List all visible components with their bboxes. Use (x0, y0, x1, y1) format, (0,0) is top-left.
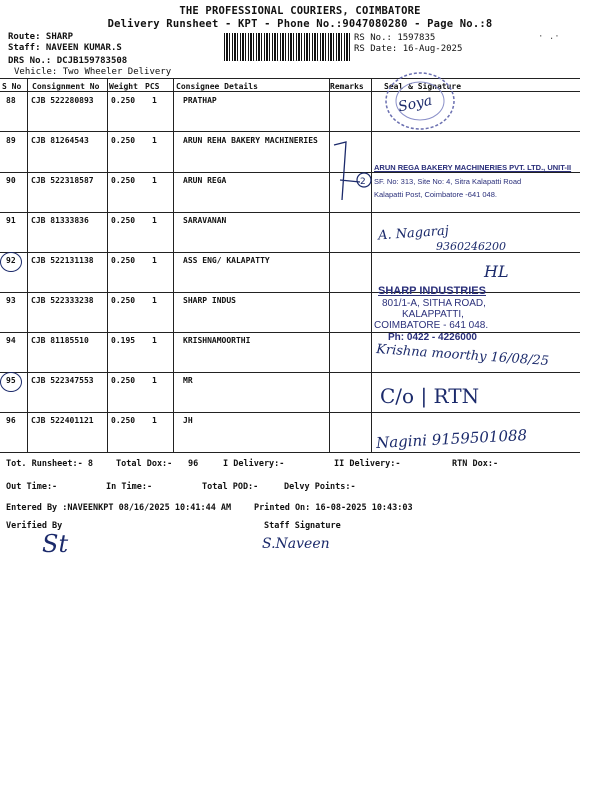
row88-signature: Soya (396, 92, 434, 116)
entered-by: Entered By :NAVEENKPT 08/16/2025 10:41:44 AM (6, 503, 232, 513)
route-label: Route: SHARP (8, 32, 74, 42)
drs-number: DRS No.: DCJB159783508 (8, 56, 128, 66)
sharp-stamp-line2: 801/1-A, SITHA ROAD, (382, 298, 486, 309)
row-divider (0, 172, 580, 173)
cell-weight: 0.250 (111, 256, 136, 265)
col-divider (107, 78, 108, 452)
cell-sno: 92 (6, 256, 16, 265)
table-bottom-border (0, 452, 580, 453)
row-divider (0, 332, 580, 333)
sharp-stamp-line5: Ph: 0422 - 4226000 (388, 332, 477, 343)
cell-sno: 91 (6, 216, 16, 225)
row-divider (0, 131, 580, 132)
total-runsheet: Tot. Runsheet:- 8 (6, 459, 93, 469)
printed-on: Printed On: 16-08-2025 10:43:03 (254, 503, 413, 513)
row-mark-circle (0, 252, 22, 272)
cell-weight: 0.250 (111, 136, 136, 145)
cell-consignment-no: CJB 81264543 (31, 136, 89, 145)
row91-phone: 9360246200 (436, 240, 506, 253)
remarks-bracket-mark (326, 140, 376, 210)
cell-consignee: PRATHAP (183, 96, 217, 105)
cell-weight: 0.250 (111, 376, 136, 385)
cell-consignee: JH (183, 416, 193, 425)
cell-weight: 0.250 (111, 416, 136, 425)
col-divider (329, 78, 330, 452)
rtn-dox: RTN Dox:- (452, 459, 499, 469)
scan-speck: · .· (538, 32, 560, 42)
staff-signature-label: Staff Signature (264, 521, 341, 531)
col-header-seal-signature: Seal & Signature (384, 82, 462, 91)
vehicle-label: Vehicle: Two Wheeler Delivery (14, 67, 172, 77)
svg-text:2: 2 (360, 177, 366, 187)
cell-weight: 0.195 (111, 336, 136, 345)
col-header-pcs: PCS (145, 82, 160, 91)
row-divider (0, 292, 580, 293)
cell-sno: 95 (6, 376, 16, 385)
row91-signature: A. Nagaraj (377, 223, 450, 244)
cell-consignee: ASS ENG/ KALAPATTY (183, 256, 270, 265)
col-header-remarks: Remarks (330, 82, 364, 91)
cell-sno: 88 (6, 96, 16, 105)
cell-consignment-no: CJB 81333836 (31, 216, 89, 225)
cell-consignment-no: CJB 522333238 (31, 296, 94, 305)
col-divider (27, 78, 28, 452)
table-header-border (0, 91, 580, 92)
sharp-stamp-line4: COIMBATORE - 641 048. (374, 320, 489, 331)
runsheet-subtitle: Delivery Runsheet - KPT - Phone No.:9047080280 - Page No.:8 (107, 18, 493, 30)
row-divider (0, 412, 580, 413)
row-divider (0, 212, 580, 213)
cell-consignment-no: CJB 522401121 (31, 416, 94, 425)
in-time: In Time:- (106, 482, 153, 492)
cell-pcs: 1 (152, 96, 157, 105)
cell-consignment-no: CJB 522347553 (31, 376, 94, 385)
col-header-consignee: Consignee Details (176, 82, 258, 91)
verified-signature: St (42, 530, 69, 558)
total-pod: Total POD:- (202, 482, 259, 492)
row96-signature: Nagini 9159501088 (375, 426, 528, 452)
cell-weight: 0.250 (111, 296, 136, 305)
cell-consignee: ARUN REHA BAKERY MACHINERIES (183, 136, 318, 145)
cell-sno: 89 (6, 136, 16, 145)
col-header-consignment: Consignment No (32, 82, 100, 91)
table-top-border (0, 78, 580, 79)
cell-consignment-no: CJB 522280893 (31, 96, 94, 105)
arun-rega-stamp-line2: SF. No: 313, Site No: 4, Sitra Kalapatti Road (374, 177, 522, 186)
i-delivery: I Delivery:- (223, 459, 285, 469)
cell-pcs: 1 (152, 296, 157, 305)
cell-consignee: MR (183, 376, 193, 385)
arun-rega-stamp-line3: Kalapatti Post, Coimbatore -641 048. (374, 190, 497, 199)
arun-rega-stamp-line1: ARUN REGA BAKERY MACHINERIES PVT. LTD., UNIT-II (374, 163, 572, 172)
row95-remark: C/o | RTN (380, 384, 480, 408)
staff-label: Staff: NAVEEN KUMAR.S (8, 43, 122, 53)
sharp-stamp-line3: KALAPPATTI, (402, 309, 464, 320)
rs-date: RS Date: 16-Aug-2025 (354, 44, 463, 54)
col-header-sno: S No (2, 82, 22, 91)
verified-by: Verified By (6, 521, 63, 531)
cell-weight: 0.250 (111, 96, 136, 105)
cell-pcs: 1 (152, 176, 157, 185)
row94-signature: Krishna moorthy 16/08/25 (375, 341, 550, 370)
barcode (224, 33, 350, 61)
total-dox-label: Total Dox:- (116, 459, 173, 469)
cell-pcs: 1 (152, 376, 157, 385)
ii-delivery: II Delivery:- (334, 459, 401, 469)
row-mark-circle (0, 372, 22, 392)
cell-sno: 94 (6, 336, 16, 345)
col-header-weight: Weight (109, 82, 138, 91)
col-divider (371, 78, 372, 452)
cell-pcs: 1 (152, 216, 157, 225)
total-dox-value: 96 (188, 459, 199, 469)
delvy-points: Delvy Points:- (284, 482, 356, 492)
cell-pcs: 1 (152, 416, 157, 425)
cell-consignee: KRISHNAMOORTHI (183, 336, 251, 345)
cell-consignee: SARAVANAN (183, 216, 227, 225)
cell-weight: 0.250 (111, 216, 136, 225)
staff-signature: S.Naveen (262, 536, 330, 552)
cell-pcs: 1 (152, 336, 157, 345)
cell-consignee: SHARP INDUS (183, 296, 236, 305)
cell-consignment-no: CJB 522318587 (31, 176, 94, 185)
col-divider (173, 78, 174, 452)
cell-consignee: ARUN REGA (183, 176, 227, 185)
rs-number: RS No.: 1597835 (354, 33, 436, 43)
cell-pcs: 1 (152, 136, 157, 145)
sharp-stamp-line1: SHARP INDUSTRIES (378, 285, 486, 297)
row93-signature: HL (484, 262, 509, 281)
out-time: Out Time:- (6, 482, 58, 492)
cell-consignment-no: CJB 522131138 (31, 256, 94, 265)
row-divider (0, 372, 580, 373)
cell-weight: 0.250 (111, 176, 136, 185)
cell-consignment-no: CJB 81185510 (31, 336, 89, 345)
cell-sno: 90 (6, 176, 16, 185)
company-title: THE PROFESSIONAL COURIERS, COIMBATORE (179, 5, 421, 17)
cell-pcs: 1 (152, 256, 157, 265)
cell-sno: 96 (6, 416, 16, 425)
cell-sno: 93 (6, 296, 16, 305)
